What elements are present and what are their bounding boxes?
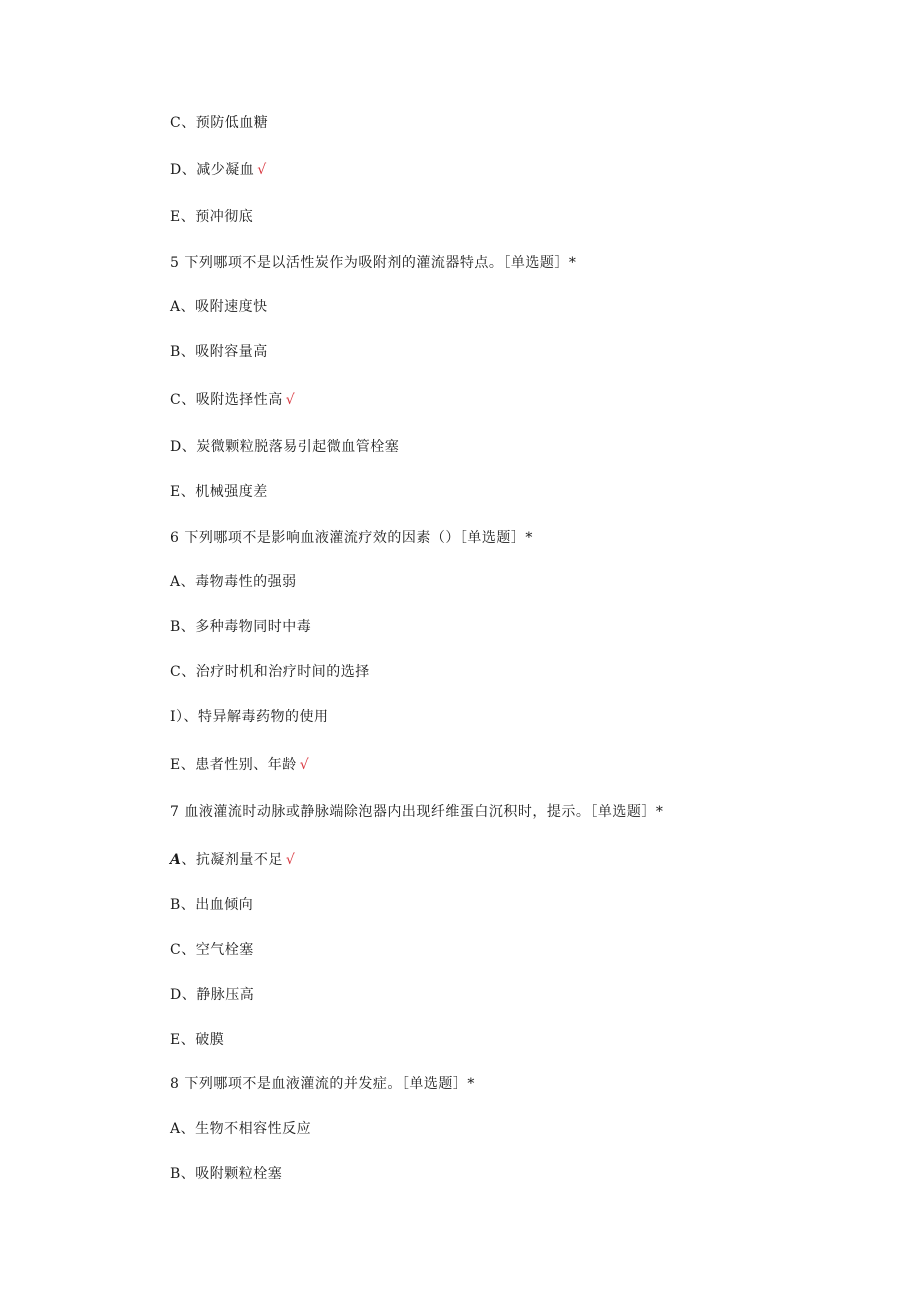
correct-check-mark: √: [285, 392, 296, 408]
option-line: [170, 986, 254, 1004]
option-line: [170, 343, 268, 361]
option-text: A、吸附速度快: [170, 299, 268, 315]
question-line: [170, 1075, 475, 1093]
option-text: C、吸附选择性高: [170, 392, 283, 408]
option-text: A、生物不相容性反应: [170, 1121, 312, 1137]
option-line: [170, 573, 297, 591]
option-text: D、炭微颗粒脱落易引起微血管栓塞: [170, 439, 400, 455]
option-line: [170, 896, 253, 914]
option-line: [170, 663, 370, 681]
option-line: [170, 756, 309, 774]
question-text: 7 血液灌流时动脉或静脉端除泡器内出现纤维蛋白沉积时，提示。［单选题］*: [170, 804, 664, 820]
option-text: C、空气栓塞: [170, 942, 254, 958]
option-text: B、多种毒物同时中毒: [170, 619, 312, 635]
option-text: E、患者性别、年龄: [170, 757, 297, 773]
option-text: A、毒物毒性的强弱: [170, 574, 297, 590]
option-line: [170, 1120, 311, 1138]
option-text: B、出血倾向: [170, 897, 254, 913]
question-line: [170, 529, 533, 547]
option-text: C、预防低血糖: [170, 115, 269, 131]
option-line: [170, 941, 254, 959]
option-line: [170, 208, 253, 226]
question-text: 5 下列哪项不是以活性炭作为吸附剂的灌流器特点。［单选题］*: [170, 255, 577, 271]
option-text: D、静脉压高: [170, 987, 255, 1003]
option-line: [170, 391, 295, 409]
option-letter: A: [170, 852, 182, 868]
option-line: [170, 1165, 282, 1183]
option-text: 、抗凝剂量不足: [181, 852, 283, 868]
correct-check-mark: √: [299, 757, 310, 773]
option-text: E、预冲彻底: [170, 209, 254, 225]
option-line: [170, 298, 268, 316]
option-text: D、减少凝血: [170, 162, 255, 178]
option-line: [170, 708, 329, 726]
option-text: I）、特异解毒药物的使用: [170, 709, 329, 725]
question-line: [170, 803, 663, 821]
option-line: [170, 618, 311, 636]
option-line: [170, 438, 399, 456]
correct-check-mark: √: [285, 852, 296, 868]
option-text: B、吸附容量高: [170, 344, 268, 360]
option-text: E、机械强度差: [170, 484, 268, 500]
option-line: [170, 114, 268, 132]
question-text: 6 下列哪项不是影响血液灌流疗效的因素（）［单选题］*: [170, 530, 533, 546]
question-text: 8 下列哪项不是血液灌流的并发症。［单选题］*: [170, 1076, 475, 1092]
question-line: [170, 254, 576, 272]
option-line: [170, 1031, 224, 1049]
option-text: B、吸附颗粒栓塞: [170, 1166, 283, 1182]
option-line: [170, 161, 267, 179]
correct-check-mark: √: [257, 162, 267, 178]
option-line: [170, 483, 268, 501]
option-text: C、治疗时机和治疗时间的选择: [170, 664, 370, 680]
option-text: E、破膜: [170, 1032, 225, 1048]
option-line: [170, 851, 295, 869]
